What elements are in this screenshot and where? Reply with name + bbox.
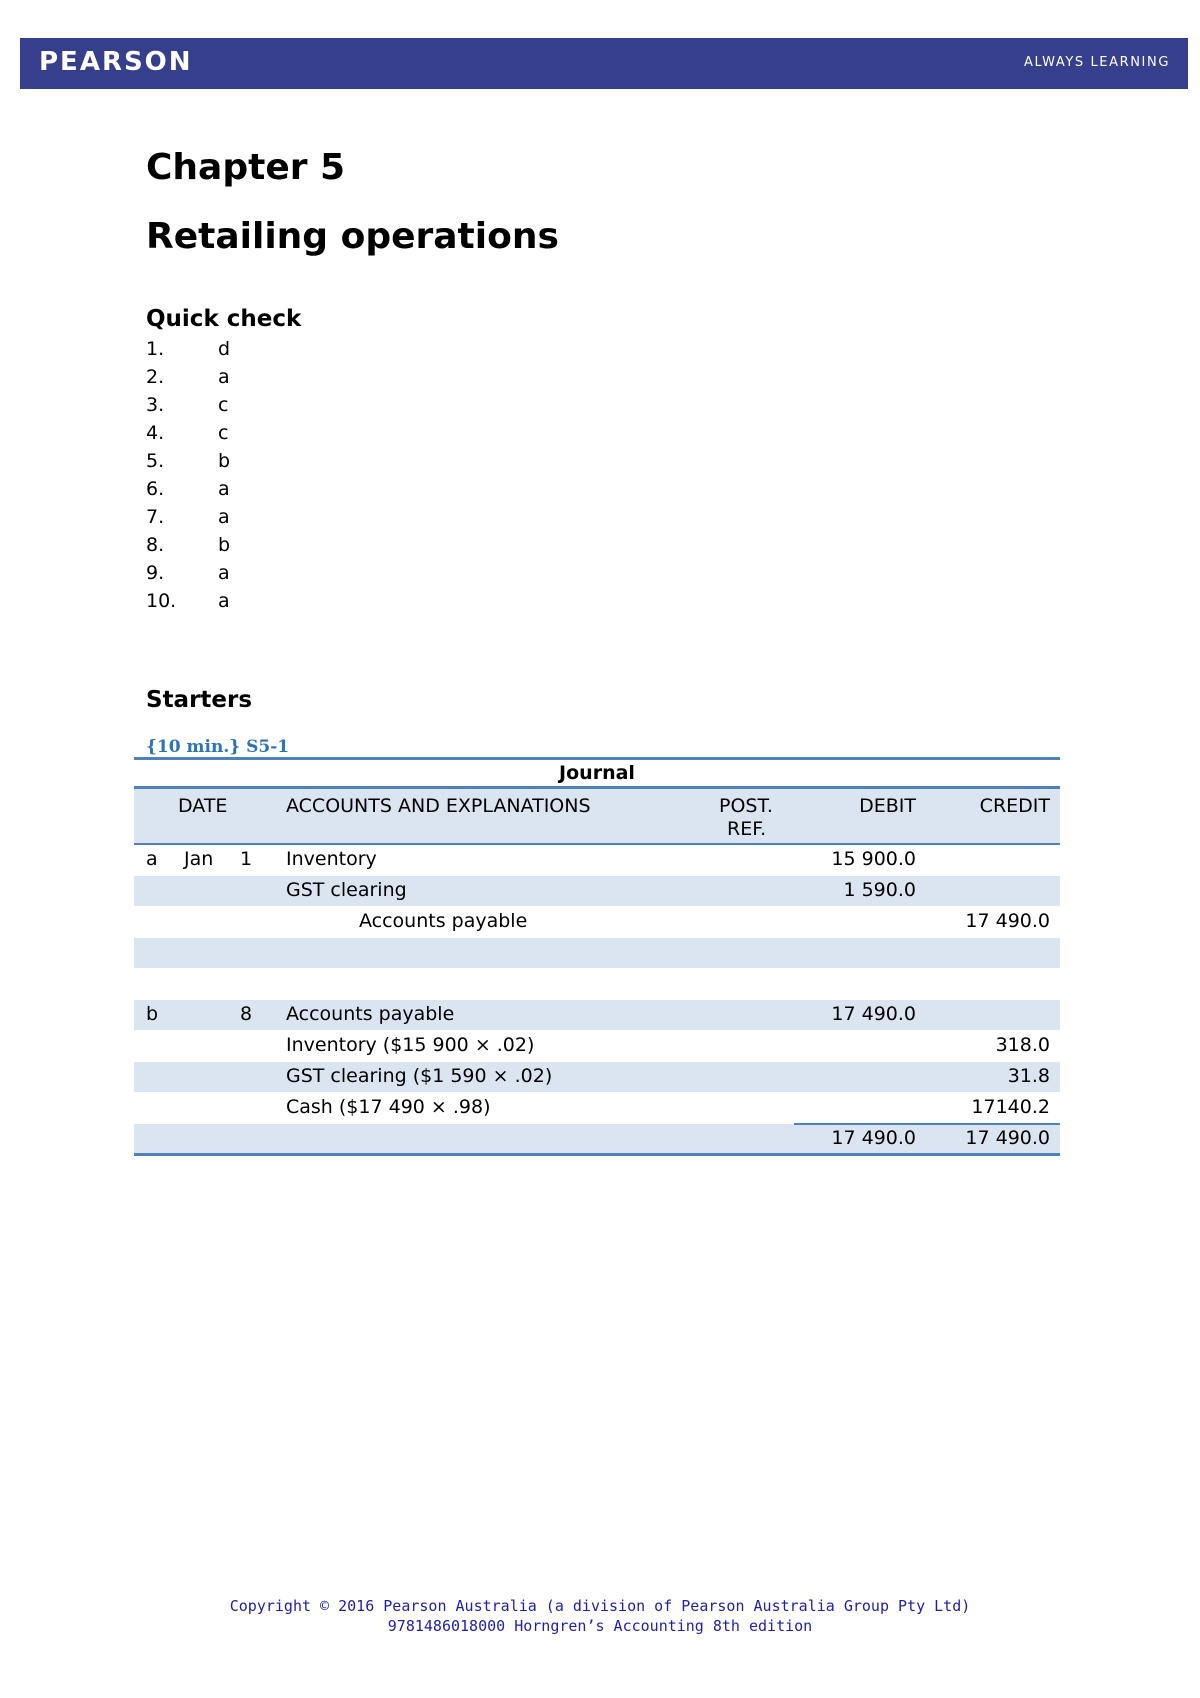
publisher-logo: PEARSON [39, 47, 193, 77]
item-number: 8. [146, 534, 165, 556]
table-row [134, 1031, 1060, 1061]
entry-account: Inventory [286, 848, 377, 870]
chapter-title: Retailing operations [146, 216, 559, 257]
entry-day: 8 [240, 1003, 253, 1025]
entry-account: Inventory ($15 900 × .02) [286, 1034, 535, 1056]
entry-account: GST clearing [286, 879, 407, 901]
page-footer [0, 1596, 1200, 1636]
entry-credit: 318.0 [995, 1034, 1050, 1056]
total-debit: 17 490.0 [831, 1127, 916, 1149]
entry-credit: 31.8 [1007, 1065, 1050, 1087]
subtotal-rule [794, 1123, 1060, 1125]
isbn-line: 9781486018000 Horngren’s Accounting 8th edition [387, 1617, 813, 1635]
item-number: 3. [146, 394, 165, 416]
table-row [134, 938, 1060, 968]
table-row [134, 845, 1060, 875]
copyright-line: Copyright © 2016 Pearson Australia (a division of Pearson Australia Group Pty Ltd) [229, 1597, 971, 1615]
table-bottom-rule [134, 1153, 1060, 1156]
entry-debit: 1 590.0 [843, 879, 916, 901]
table-row [134, 1093, 1060, 1123]
starters-heading: Starters [146, 687, 253, 713]
publisher-tagline: ALWAYS LEARNING [1023, 55, 1170, 70]
item-answer: a [218, 562, 230, 584]
item-answer: b [218, 534, 231, 556]
item-number: 5. [146, 450, 165, 472]
item-answer: c [218, 394, 229, 416]
header-accounts: ACCOUNTS AND EXPLANATIONS [286, 795, 591, 817]
item-answer: b [218, 450, 231, 472]
entry-letter: b [146, 1003, 159, 1025]
item-answer: a [218, 590, 230, 612]
journal-table [134, 757, 1060, 1156]
item-number: 2. [146, 366, 165, 388]
item-number: 7. [146, 506, 165, 528]
item-number: 10. [146, 590, 177, 612]
entry-month: Jan [184, 848, 214, 870]
journal-header-row [134, 789, 1060, 845]
item-answer: a [218, 478, 230, 500]
table-row [134, 1062, 1060, 1092]
exercise-tag: {10 min.} S5-1 [146, 737, 290, 757]
item-answer: c [218, 422, 229, 444]
item-number: 4. [146, 422, 165, 444]
total-credit: 17 490.0 [965, 1127, 1050, 1149]
entry-debit: 15 900.0 [831, 848, 916, 870]
quick-check-heading: Quick check [146, 306, 302, 332]
chapter-number: Chapter 5 [146, 147, 346, 188]
table-row [134, 876, 1060, 906]
item-number: 9. [146, 562, 165, 584]
entry-debit: 17 490.0 [831, 1003, 916, 1025]
header-debit: DEBIT [859, 795, 916, 817]
entry-account: Accounts payable [286, 1003, 455, 1025]
entry-credit: 17 490.0 [965, 910, 1050, 932]
journal-title: Journal [134, 757, 1060, 789]
entry-credit: 17140.2 [971, 1096, 1050, 1118]
entry-letter: a [146, 848, 158, 870]
totals-row [134, 1124, 1060, 1154]
item-answer: d [218, 338, 231, 360]
item-number: 1. [146, 338, 165, 360]
table-row [134, 907, 1060, 937]
entry-account: Cash ($17 490 × .98) [286, 1096, 491, 1118]
item-answer: a [218, 366, 230, 388]
header-credit: CREDIT [979, 795, 1050, 817]
table-row [134, 969, 1060, 999]
table-row [134, 1000, 1060, 1030]
entry-account: GST clearing ($1 590 × .02) [286, 1065, 553, 1087]
header-post-ref-2: REF. [727, 818, 767, 840]
header-date: DATE [178, 795, 228, 817]
item-answer: a [218, 506, 230, 528]
publisher-banner [20, 38, 1188, 89]
entry-day: 1 [240, 848, 253, 870]
item-number: 6. [146, 478, 165, 500]
header-post-ref: POST. [719, 795, 773, 817]
entry-account: Accounts payable [359, 910, 528, 932]
